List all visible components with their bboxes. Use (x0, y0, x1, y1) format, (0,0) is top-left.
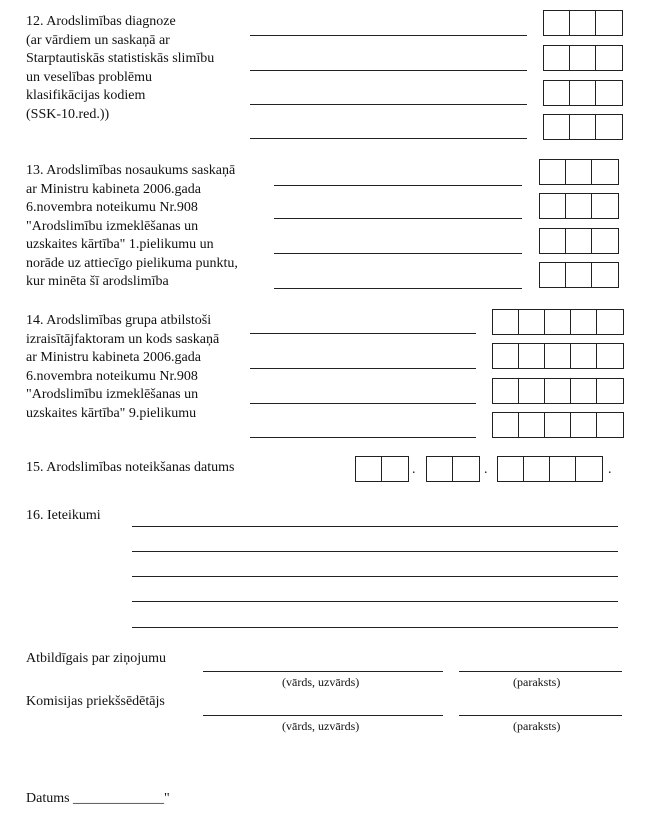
chair-signature-line[interactable] (459, 715, 622, 716)
section-12-line: (ar vārdiem un saskaņā ar (26, 32, 170, 48)
section-14-line: uzskaites kārtība" 9.pielikumu (26, 405, 197, 421)
date-field[interactable]: Datums _____________" (26, 791, 170, 806)
date-year-boxes[interactable] (497, 456, 603, 482)
recommendations-field-line[interactable] (132, 551, 618, 552)
recommendations-field-line[interactable] (132, 526, 618, 527)
chair-name-line[interactable] (203, 715, 443, 716)
disease-name-code-boxes[interactable] (539, 228, 619, 254)
responsible-label: Atbildīgais par ziņojumu (26, 651, 166, 666)
section-13-line: norāde uz attiecīgo pielikuma punktu, (26, 255, 238, 271)
section-13-line: ar Ministru kabineta 2006.gada (26, 181, 201, 197)
group-code-boxes[interactable] (492, 412, 624, 438)
chair-label: Komisijas priekšsēdētājs (26, 694, 165, 709)
disease-name-field-line[interactable] (274, 218, 522, 219)
group-field-line[interactable] (250, 368, 476, 369)
section-13-line: "Arodslimību izmeklēšanas un (26, 218, 199, 234)
section-12-line: un veselības problēmu (26, 69, 152, 85)
diagnosis-field-line[interactable] (250, 35, 527, 36)
signature-caption: (paraksts) (513, 719, 561, 733)
date-separator: . (412, 462, 416, 477)
group-field-line[interactable] (250, 437, 476, 438)
date-separator: . (484, 462, 488, 477)
section-12-line: Starptautiskās statistiskās slimību (26, 51, 215, 66)
diagnosis-code-boxes[interactable] (543, 10, 623, 36)
disease-name-code-boxes[interactable] (539, 193, 619, 219)
diagnosis-field-line[interactable] (250, 138, 527, 139)
section-15-label: 15. Arodslimības noteikšanas datums (26, 460, 235, 475)
diagnosis-code-boxes[interactable] (543, 114, 623, 140)
name-caption: (vārds, uzvārds) (282, 719, 360, 733)
disease-name-code-boxes[interactable] (539, 262, 619, 288)
section-12-line: 12. Arodslimības diagnoze (26, 14, 176, 29)
responsible-signature-line[interactable] (459, 671, 622, 672)
signature-caption: (paraksts) (513, 675, 561, 689)
section-14-line: ar Ministru kabineta 2006.gada (26, 350, 201, 365)
responsible-name-line[interactable] (203, 671, 443, 672)
date-month-boxes[interactable] (426, 456, 480, 482)
group-code-boxes[interactable] (492, 378, 624, 404)
section-14-line: 6.novembra noteikumu Nr.908 (26, 368, 198, 384)
name-caption: (vārds, uzvārds) (282, 675, 360, 689)
disease-name-field-line[interactable] (274, 253, 522, 254)
recommendations-field-line[interactable] (132, 601, 618, 602)
section-16-label: 16. Ieteikumi (26, 508, 101, 523)
disease-name-field-line[interactable] (274, 288, 522, 289)
disease-name-field-line[interactable] (274, 185, 522, 186)
section-13-line: 13. Arodslimības nosaukums saskaņā (26, 163, 236, 178)
diagnosis-code-boxes[interactable] (543, 80, 623, 106)
group-code-boxes[interactable] (492, 343, 624, 369)
diagnosis-field-line[interactable] (250, 70, 527, 71)
group-field-line[interactable] (250, 403, 476, 404)
date-day-boxes[interactable] (355, 456, 409, 482)
diagnosis-field-line[interactable] (250, 104, 527, 105)
section-14-line: 14. Arodslimības grupa atbilstoši (26, 313, 212, 328)
group-field-line[interactable] (250, 333, 476, 334)
recommendations-field-line[interactable] (132, 627, 618, 628)
disease-name-code-boxes[interactable] (539, 159, 619, 185)
section-13-line: 6.novembra noteikumu Nr.908 (26, 200, 198, 215)
diagnosis-code-boxes[interactable] (543, 45, 623, 71)
section-13-line: kur minēta šī arodslimība (26, 274, 169, 289)
section-12-line: klasifikācijas kodiem (26, 88, 146, 103)
section-14-line: "Arodslimību izmeklēšanas un (26, 387, 199, 402)
section-12-line: (SSK-10.red.)) (26, 106, 110, 122)
date-separator: . (608, 462, 612, 477)
recommendations-field-line[interactable] (132, 576, 618, 577)
section-14-line: izraisītājfaktoram un kods saskaņā (26, 331, 220, 347)
section-13-line: uzskaites kārtība" 1.pielikumu un (26, 237, 214, 252)
group-code-boxes[interactable] (492, 309, 624, 335)
